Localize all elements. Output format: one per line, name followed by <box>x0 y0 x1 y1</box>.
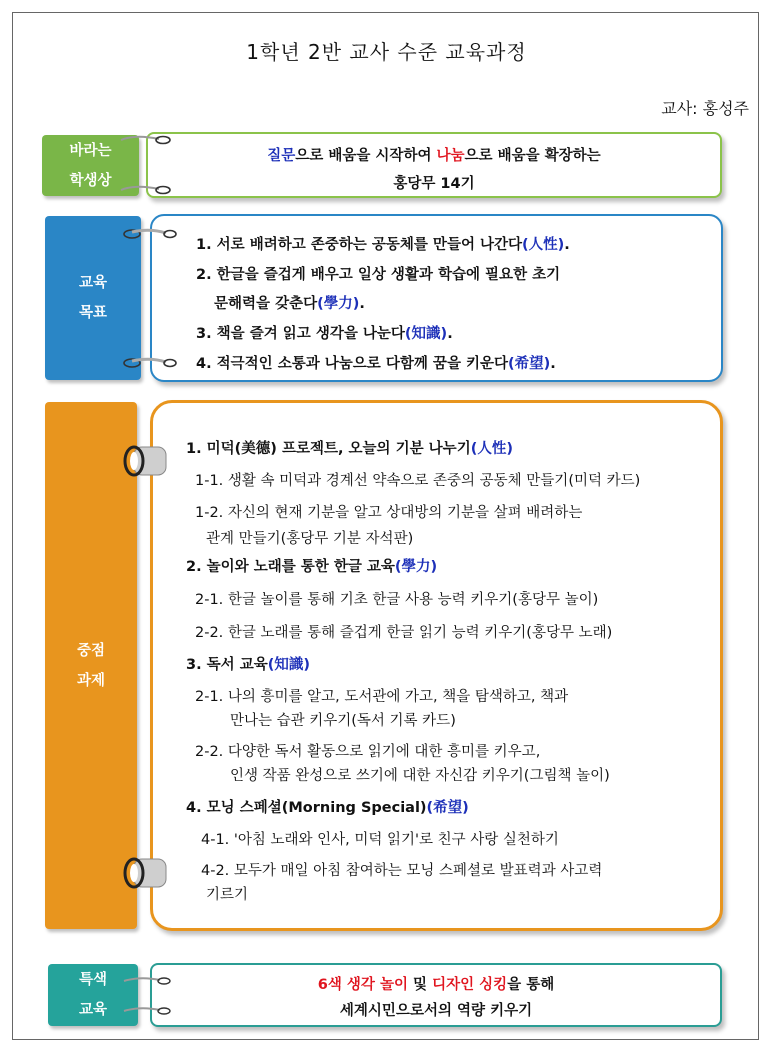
special-tab-line2: 교육 <box>78 1002 107 1018</box>
vision-line-1-segment: 으로 배움을 확장하는 <box>464 148 601 164</box>
vision-line-1-segment: 질문 <box>267 148 296 164</box>
tasks-tab-line2: 과제 <box>76 672 105 689</box>
vision-line-1-segment: 으로 배움을 시작하여 <box>295 148 437 164</box>
goals-top-ring-icon <box>120 226 180 242</box>
goal-item-2-cont: 문해력을 갖춘다(學力). <box>214 296 365 312</box>
task-item-3-1-cont: 만나는 습관 키우기(독서 기록 카드) <box>230 713 456 729</box>
task-item-1-1: 1-1. 생활 속 미덕과 경계선 약속으로 존중의 공동체 만들기(미덕 카드) <box>195 473 641 489</box>
task-item-2-1: 2-1. 한글 놀이를 통해 기초 한글 사용 능력 키우기(홍당무 놀이) <box>195 592 599 608</box>
goals-bottom-ring-icon <box>120 355 180 371</box>
vision-line-1 <box>148 144 720 165</box>
goal-item-1: 1. 서로 배려하고 존중하는 공동체를 만들어 나간다(人性). <box>196 237 570 253</box>
task-heading-4: 4. 모닝 스페셜(Morning Special)(希望) <box>186 800 469 816</box>
teacher-name: 교사: 홍성주 <box>661 99 749 118</box>
vision-line-1-segment: 나눔 <box>436 148 465 164</box>
goal-item-3: 3. 책을 즐겨 읽고 생각을 나눈다(知識). <box>196 326 453 342</box>
task-heading-3: 3. 독서 교육(知識) <box>186 657 310 673</box>
tasks-box <box>150 400 723 931</box>
special-line-1-segment: 을 통해 <box>507 977 555 993</box>
tasks-top-ring-icon <box>120 443 184 479</box>
tasks-tab-line1: 중점 <box>76 642 105 659</box>
goals-tab-line2: 목표 <box>78 305 107 321</box>
task-item-4-2: 4-2. 모두가 매일 아침 참여하는 모닝 스페셜로 발표력과 사고력 <box>201 863 603 879</box>
task-item-4-2-cont: 기르기 <box>206 887 249 903</box>
task-item-3-2: 2-2. 다양한 독서 활동으로 읽기에 대한 흥미를 키우고, <box>195 744 541 760</box>
tasks-tab <box>45 402 137 929</box>
task-item-1-2: 1-2. 자신의 현재 기분을 알고 상대방의 기분을 살펴 배려하는 <box>195 505 583 521</box>
task-heading-1: 1. 미덕(美德) 프로젝트, 오늘의 기분 나누기(人性) <box>186 441 513 457</box>
goals-tab-line1: 교육 <box>78 275 107 291</box>
goal-item-4: 4. 적극적인 소통과 나눔으로 다함께 꿈을 키운다(希望). <box>196 356 556 372</box>
task-item-2-2: 2-2. 한글 노래를 통해 즐겁게 한글 읽기 능력 키우기(홍당무 노래) <box>195 625 613 641</box>
task-item-3-2-cont: 인생 작품 완성으로 쓰기에 대한 자신감 키우기(그림책 놀이) <box>230 768 610 784</box>
goals-box <box>150 214 723 382</box>
special-tab-line1: 특색 <box>78 972 107 988</box>
vision-tab-line1: 바라는 <box>69 142 112 159</box>
special-line-1-segment: 6색 생각 놀이 <box>317 977 408 993</box>
vision-bottom-ring-icon <box>115 182 175 198</box>
task-heading-2: 2. 놀이와 노래를 통한 한글 교육(學力) <box>186 559 438 575</box>
tasks-bottom-ring-icon <box>120 855 184 891</box>
special-bottom-ring-icon <box>118 1004 178 1018</box>
page-title: 1학년 2반 교사 수준 교육과정 <box>246 40 527 64</box>
task-item-4-1: 4-1. '아침 노래와 인사, 미덕 읽기'로 친구 사랑 실천하기 <box>201 832 559 848</box>
special-top-ring-icon <box>118 974 178 988</box>
special-line-1 <box>152 973 720 994</box>
vision-top-ring-icon <box>115 132 175 148</box>
special-line-2: 세계시민으로서의 역량 키우기 <box>339 1003 533 1019</box>
special-line-1-segment: 디자인 싱킹 <box>432 977 508 993</box>
special-line-1-segment: 및 <box>407 977 433 993</box>
vision-line-2: 홍당무 14기 <box>393 176 475 192</box>
task-item-1-2-cont: 관계 만들기(홍당무 기분 자석판) <box>206 531 414 547</box>
goal-item-2: 2. 한글을 즐겁게 배우고 일상 생활과 학습에 필요한 초기 <box>196 267 561 283</box>
special-box <box>150 963 722 1027</box>
vision-box <box>146 132 722 198</box>
vision-tab-line2: 학생상 <box>69 172 112 189</box>
task-item-3-1: 2-1. 나의 흥미를 알고, 도서관에 가고, 책을 탐색하고, 책과 <box>195 689 569 705</box>
